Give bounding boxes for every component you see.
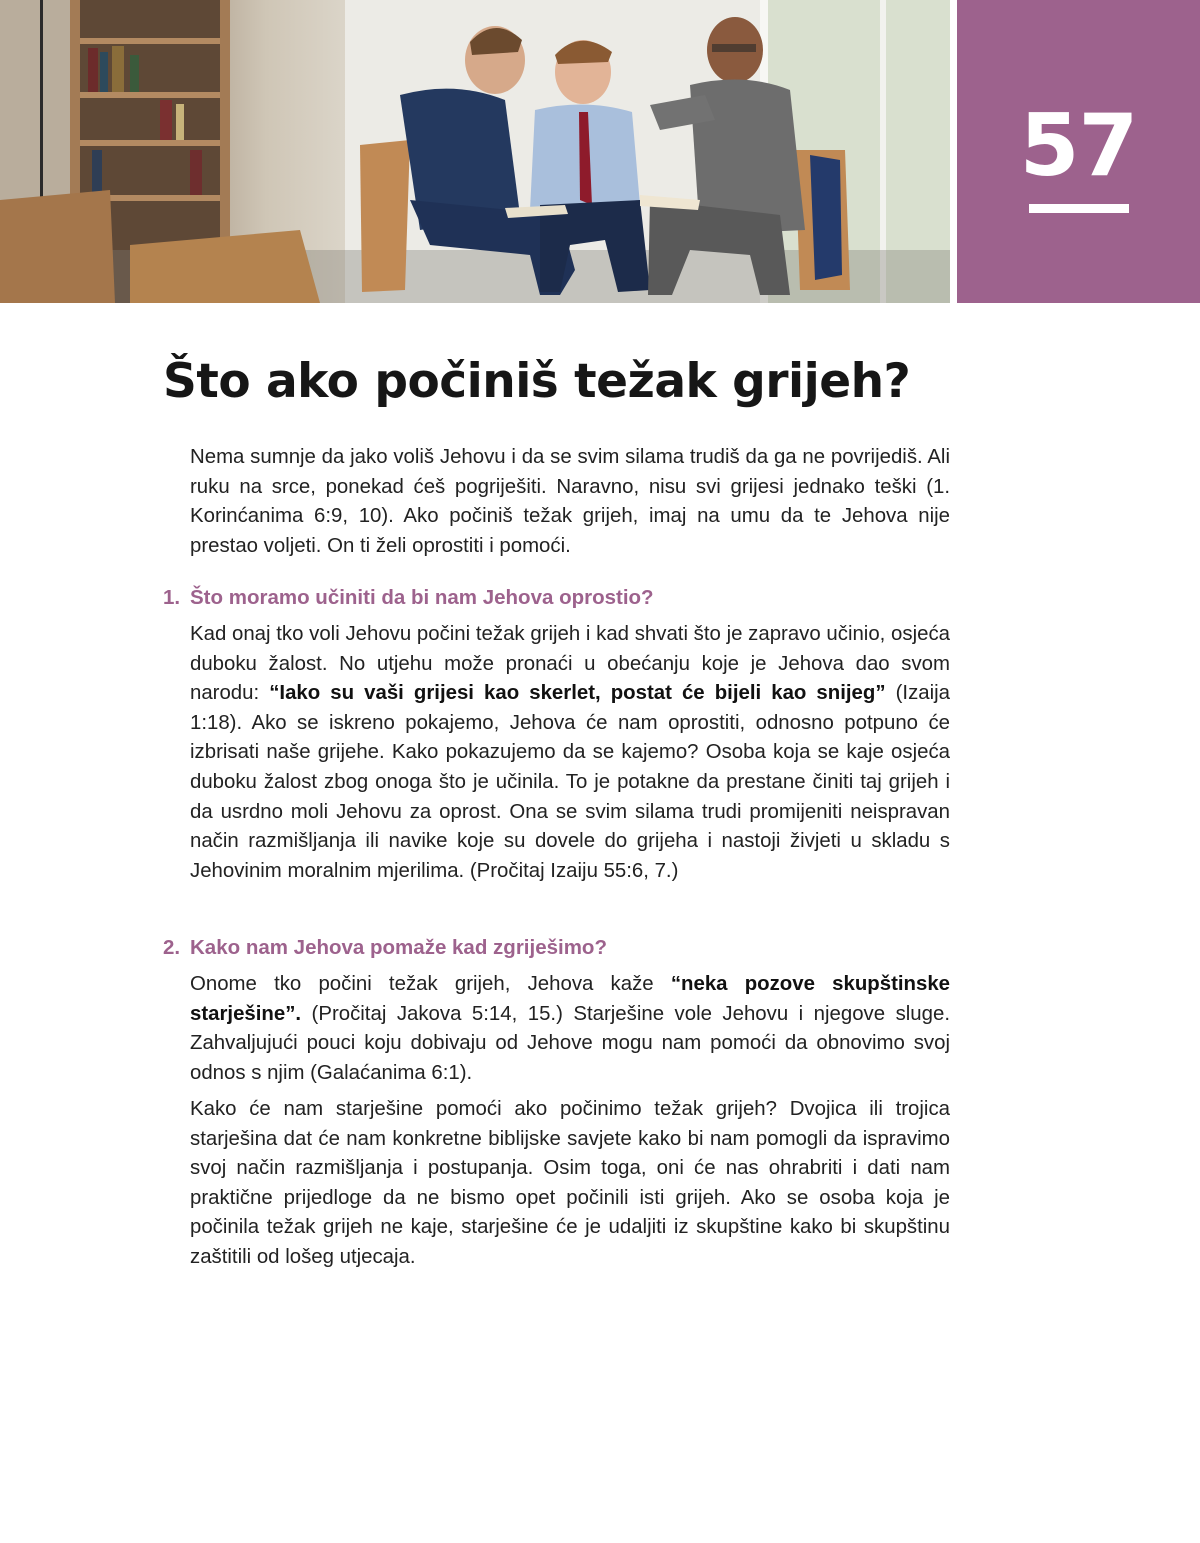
section-2-text-after: (Pročitaj Jakova 5:14, 15.) Starješine vole Jehovu i njegove sluge. Zahvaljujući pouci koju dobivaju od Jehove mogu nam pomoći da obnovimo svoj odnos s njim (Galaćanima 6:1). <box>190 1002 950 1084</box>
section-1-number: 1. <box>163 586 181 609</box>
page-title: Što ako počiniš težak grijeh? <box>163 354 911 409</box>
section-2-heading <box>163 934 963 962</box>
section-1-text-before: Kad onaj tko voli Jehovu počini težak grijeh i kad shvati što je zapravo učinio, osjeća duboku žalost. No utjehu može pronaći u obećanju koje je Jehova dao svom narodu: <box>190 623 950 705</box>
section-2-heading-text: Kako nam Jehova pomaže kad zgriješimo? <box>190 936 607 959</box>
chapter-number: 57 <box>1019 96 1138 196</box>
header-photo <box>0 0 950 303</box>
section-2-paragraph-2: Kako će nam starješine pomoći ako počinimo težak grijeh? Dvojica ili trojica starješina dat će nam konkretne biblijske savjete kako bi nam pomogli da ispravimo svoj način razmišljanja i postupanja. Osim toga, oni će nas ohrabriti i dati nam praktične prijedloge da ne bismo opet počinili isti grijeh. Ako se osoba koja je počinila težak grijeh ne kaje, starješine će je udaljiti iz skupštine kako bi skupštinu zaštitili od lošeg utjecaja. <box>190 1098 950 1268</box>
section-2-number: 2. <box>163 936 181 959</box>
section-1-text-after: (Izaija 1:18). Ako se iskreno pokajemo, Jehova će nam oprostiti, odnosno potpuno će izbrisati naše grijehe. Kako pokazujemo da se kajemo? Osoba koja se kaje osjeća duboku žalost zbog onoga što je učinila. To je potakne da prestane činiti taj grijeh i da usrdno moli Jehovu za oprost. Ona se svim silama trudi promijeniti neispravan način razmišljanja ili navike koje su dovele do grijeha i nastoji živjeti u skladu s Jehovinim moralnim mjerilima. (Pročitaj Izaiju 55:6, 7.) <box>190 682 951 882</box>
section-2-text-before: Onome tko počini težak grijeh, Jehova kaže <box>190 973 671 995</box>
intro-paragraph: Nema sumnje da jako voliš Jehovu i da se svim silama trudiš da ga ne povrijediš. Ali ruku na srce, ponekad ćeš pogriješiti. Naravno, nisu svi grijesi jednako teški (1. Korinćanima 6:9, 10). Ako počiniš težak grijeh, imaj na umu da te Jehova nije prestao voljeti. On ti želi oprostiti i pomoći. <box>190 446 950 557</box>
section-2-scripture-quote: “neka pozove skupštinske starješine”. <box>190 973 950 1025</box>
section-2-paragraph-1 <box>190 970 950 1088</box>
section-1-heading <box>163 584 963 612</box>
chapter-rule-divider <box>1029 204 1129 213</box>
section-1-paragraph <box>190 620 950 886</box>
section-1-scripture-quote: “Iako su vaši grijesi kao skerlet, postat će bijeli kao snijeg” <box>269 682 886 705</box>
photo-illustration <box>0 0 950 303</box>
chapter-tab <box>957 0 1200 303</box>
section-1-heading-text: Što moramo učiniti da bi nam Jehova oprostio? <box>190 586 654 609</box>
